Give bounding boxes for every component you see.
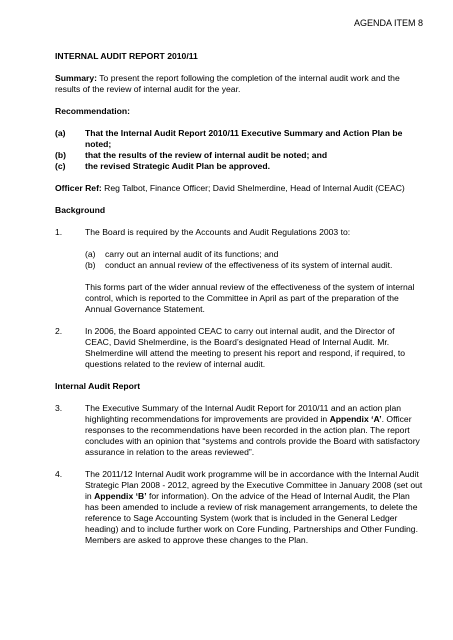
paragraph-text-part: The 2011/12 Internal Audit work programme will be in accordance with the Internal Audit Strategic Plan 2008 - 2012, agreed by the Executive Committee in January 2008 (set out in	[85, 469, 423, 501]
recommendation-item	[55, 161, 423, 172]
recommendation-label: (a)	[55, 128, 66, 138]
recommendation-text: That the Internal Audit Report 2010/11 Executive Summary and Action Plan be noted;	[85, 128, 403, 149]
paragraph-text: This forms part of the wider annual review of the effectiveness of the system of internal control, which is reported to the Committee in April as part of the preparation of the Annual Governance Statement.	[85, 282, 415, 314]
recommendation-item	[55, 150, 423, 161]
summary-paragraph	[55, 73, 423, 95]
summary-label: Summary:	[55, 73, 98, 83]
paragraph-text: The Board is required by the Accounts and Audit Regulations 2003 to:	[85, 227, 351, 237]
paragraph-text: In 2006, the Board appointed CEAC to carry out internal audit, and the Director of CEAC, David Shelmerdine, is the Board’s designated Head of Internal Audit. Mr. Shelmerdine will attend the meeting to present his report and respond, if required, to questions related to the review of internal audit.	[85, 326, 406, 369]
numbered-paragraph-3	[55, 403, 423, 458]
paragraph-number: 1.	[55, 227, 63, 237]
numbered-paragraph-4	[55, 469, 423, 546]
recommendation-text: that the results of the review of internal audit be noted; and	[85, 150, 328, 160]
paragraph-text	[85, 403, 423, 458]
recommendation-label: (c)	[55, 161, 66, 171]
agenda-item-label: AGENDA ITEM 8	[353, 18, 423, 28]
paragraph-text-part: for information). On the advice of the Head of Internal Audit, the Plan has been amended to include a review of risk management arrangements, to delete the reference to Sage Accounting System (work that is included in the General Ledger heading) and to include further work on Core Funding, Partnerships and Other Funding. Members are asked to approve these changes to the Plan.	[85, 491, 418, 545]
paragraph-number: 4.	[55, 469, 63, 479]
appendix-a-reference: Appendix ‘A’	[329, 414, 382, 424]
background-heading: Background	[55, 205, 106, 215]
numbered-paragraph-2	[55, 326, 423, 370]
sub-item-label: (a)	[85, 249, 96, 259]
appendix-b-reference: Appendix ‘B’	[94, 491, 147, 501]
paragraph-number: 2.	[55, 326, 63, 336]
sub-item-label: (b)	[85, 260, 96, 270]
recommendation-label: (b)	[55, 150, 66, 160]
sub-item	[85, 260, 423, 271]
numbered-paragraph-1	[55, 227, 423, 315]
recommendation-text: the revised Strategic Audit Plan be approved.	[85, 161, 270, 171]
sub-item	[85, 249, 423, 260]
officer-ref-paragraph	[55, 183, 423, 194]
paragraph-text-part: The Executive Summary of the Internal Audit Report for 2010/11 and an action plan highlighting recommendations for improvements are provided in	[85, 403, 402, 424]
paragraph-number: 3.	[55, 403, 63, 413]
paragraph-text-part: . Officer responses to the recommendations have been recorded in the action plan. The report concludes with an opinion that “systems and controls provide the Board with satisfactory assurance in relation to the areas reviewed”.	[85, 414, 420, 457]
officer-ref-text: Reg Talbot, Finance Officer; David Shelmerdine, Head of Internal Audit (CEAC)	[101, 183, 405, 193]
recommendation-item	[55, 128, 423, 150]
paragraph-text	[85, 469, 423, 546]
report-title: INTERNAL AUDIT REPORT 2010/11	[55, 51, 198, 61]
document-body	[55, 51, 423, 546]
sub-item-text: conduct an annual review of the effectiveness of its system of internal audit.	[105, 260, 393, 270]
summary-text: To present the report following the completion of the internal audit work and the results of the review of internal audit for the year.	[55, 73, 400, 94]
officer-ref-label: Officer Ref:	[55, 183, 102, 193]
internal-audit-report-heading: Internal Audit Report	[55, 381, 141, 391]
recommendation-heading: Recommendation:	[55, 106, 130, 116]
sub-item-text: carry out an internal audit of its functions; and	[105, 249, 279, 259]
